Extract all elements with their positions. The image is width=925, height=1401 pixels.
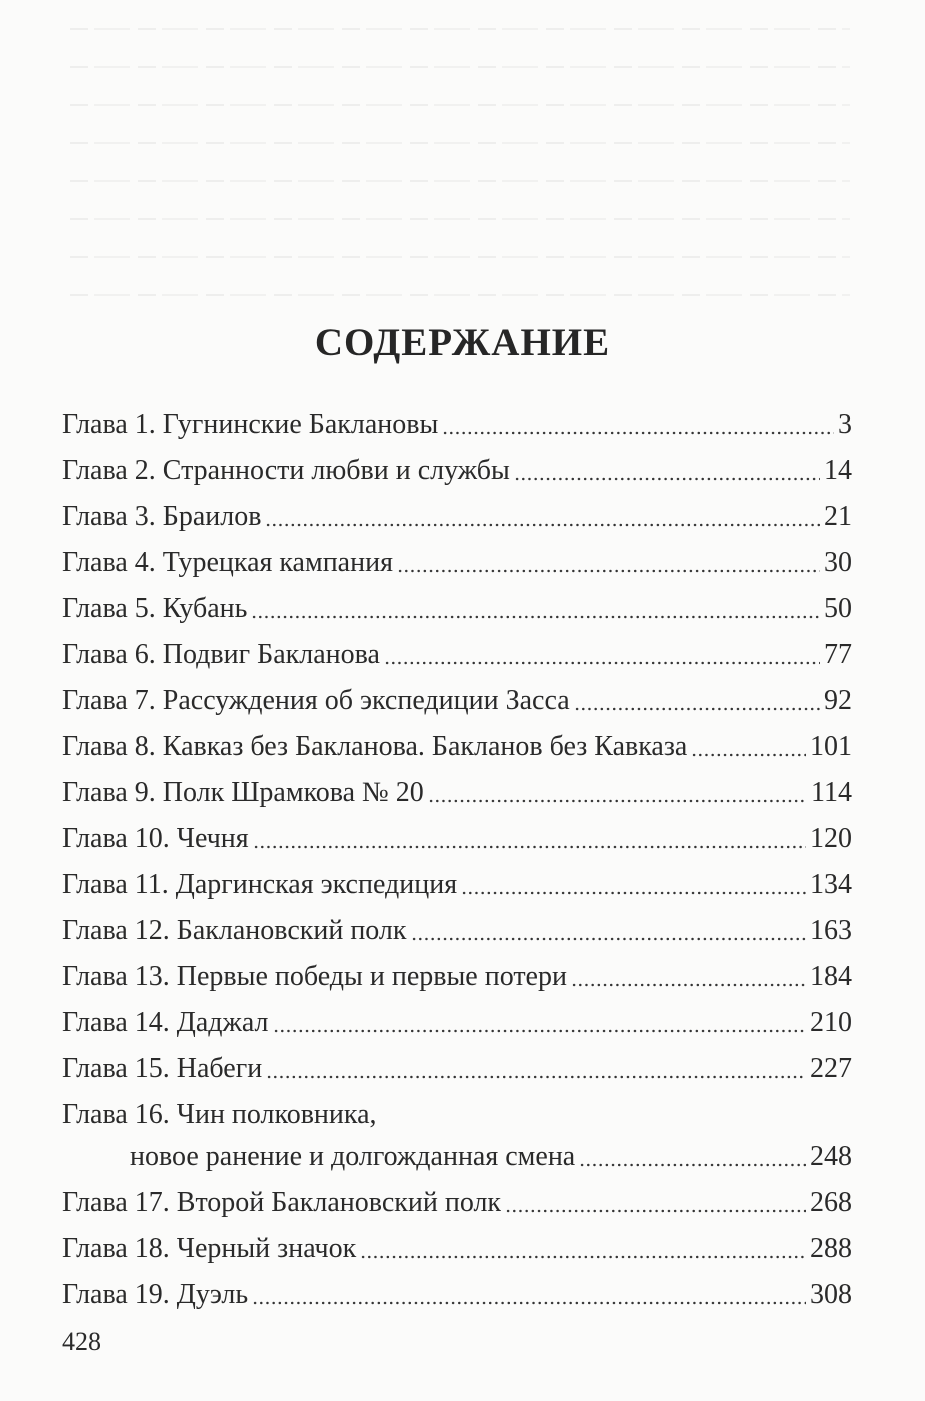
toc-entry-label: Глава 9. Полк Шрамкова № 20 <box>62 777 424 808</box>
toc-entry <box>62 816 852 862</box>
toc-entry-page: 50 <box>824 593 852 624</box>
dot-leader <box>411 934 806 944</box>
toc-entry-page: 101 <box>810 731 852 762</box>
dot-leader <box>428 796 807 806</box>
toc-entry-page: 184 <box>810 961 852 992</box>
toc-entry-page: 14 <box>824 455 852 486</box>
toc-entry-page: 248 <box>810 1141 852 1172</box>
toc-entry <box>62 908 852 954</box>
dot-leader <box>579 1160 806 1170</box>
toc-entry <box>62 494 852 540</box>
toc-entry <box>62 586 852 632</box>
toc-entry-label: Глава 7. Рассуждения об экспедиции Засса <box>62 685 570 716</box>
bleed-through-text <box>70 28 850 328</box>
toc-entry-page: 92 <box>824 685 852 716</box>
toc-entry-label: Глава 6. Подвиг Бакланова <box>62 639 380 670</box>
toc-entry-label-continued: новое ранение и долгожданная смена <box>130 1141 576 1172</box>
toc-entry-page: 288 <box>810 1233 852 1264</box>
toc-entry-page: 114 <box>811 777 852 808</box>
dot-leader <box>252 1298 806 1308</box>
contents-heading: СОДЕРЖАНИЕ <box>314 321 611 364</box>
toc-entry <box>62 724 852 770</box>
toc-entry <box>62 632 852 678</box>
toc-entry <box>62 1046 852 1092</box>
toc-entry-page: 163 <box>810 915 852 946</box>
toc-entry-label: Глава 1. Гугнинские Баклановы <box>62 409 439 440</box>
toc-entry-page: 210 <box>810 1007 852 1038</box>
dot-leader <box>442 428 834 438</box>
toc-entry-label: Глава 10. Чечня <box>62 823 249 854</box>
toc-entry <box>62 678 852 724</box>
toc-entry-page: 134 <box>810 869 852 900</box>
toc-entry <box>62 1000 852 1046</box>
dot-leader <box>273 1026 806 1036</box>
toc-entry-label: Глава 13. Первые победы и первые потери <box>62 961 567 992</box>
toc-entry-label: Глава 19. Дуэль <box>62 1279 249 1310</box>
table-of-contents <box>62 402 852 1318</box>
dot-leader <box>397 566 820 576</box>
toc-entry <box>62 862 852 908</box>
toc-entry-label: Глава 8. Кавказ без Бакланова. Бакланов без Кавказа <box>62 731 688 762</box>
toc-entry <box>62 1180 852 1226</box>
dot-leader <box>505 1206 806 1216</box>
toc-entry-label: Глава 15. Набеги <box>62 1053 263 1084</box>
page-number: 428 <box>62 1327 101 1356</box>
toc-entry-page: 268 <box>810 1187 852 1218</box>
dot-leader <box>266 1072 806 1082</box>
dot-leader <box>265 520 820 530</box>
toc-entry-page: 30 <box>824 547 852 578</box>
toc-entry-label: Глава 3. Браилов <box>62 501 262 532</box>
toc-entry-label: Глава 14. Даджал <box>62 1007 269 1038</box>
dot-leader <box>691 750 806 760</box>
toc-entry-label: Глава 2. Странности любви и службы <box>62 455 510 486</box>
dot-leader <box>253 842 806 852</box>
dot-leader <box>360 1252 806 1262</box>
toc-entry-label: Глава 4. Турецкая кампания <box>62 547 393 578</box>
toc-entry-label: Глава 12. Баклановский полк <box>62 915 407 946</box>
toc-entry <box>62 954 852 1000</box>
toc-entry <box>62 770 852 816</box>
toc-entry <box>62 1272 852 1318</box>
dot-leader <box>461 888 806 898</box>
toc-entry <box>62 402 852 448</box>
toc-entry-page: 21 <box>824 501 852 532</box>
toc-entry-page: 308 <box>810 1279 852 1310</box>
toc-entry-label: Глава 18. Черный значок <box>62 1233 357 1264</box>
toc-entry <box>62 448 852 494</box>
dot-leader <box>251 612 820 622</box>
dot-leader <box>514 474 820 484</box>
toc-entry-page: 3 <box>838 409 852 440</box>
toc-entry-label: Глава 16. Чин полковника, <box>62 1099 377 1130</box>
toc-entry-label: Глава 17. Второй Баклановский полк <box>62 1187 502 1218</box>
toc-entry-page: 227 <box>810 1053 852 1084</box>
toc-entry <box>62 1092 852 1134</box>
toc-entry-page: 120 <box>810 823 852 854</box>
toc-entry-page: 77 <box>824 639 852 670</box>
dot-leader <box>571 980 806 990</box>
dot-leader <box>574 704 820 714</box>
dot-leader <box>384 658 820 668</box>
toc-entry <box>62 540 852 586</box>
toc-entry-label: Глава 11. Даргинская экспедиция <box>62 869 458 900</box>
toc-entry-continuation <box>62 1134 852 1180</box>
toc-entry-label: Глава 5. Кубань <box>62 593 248 624</box>
toc-entry <box>62 1226 852 1272</box>
